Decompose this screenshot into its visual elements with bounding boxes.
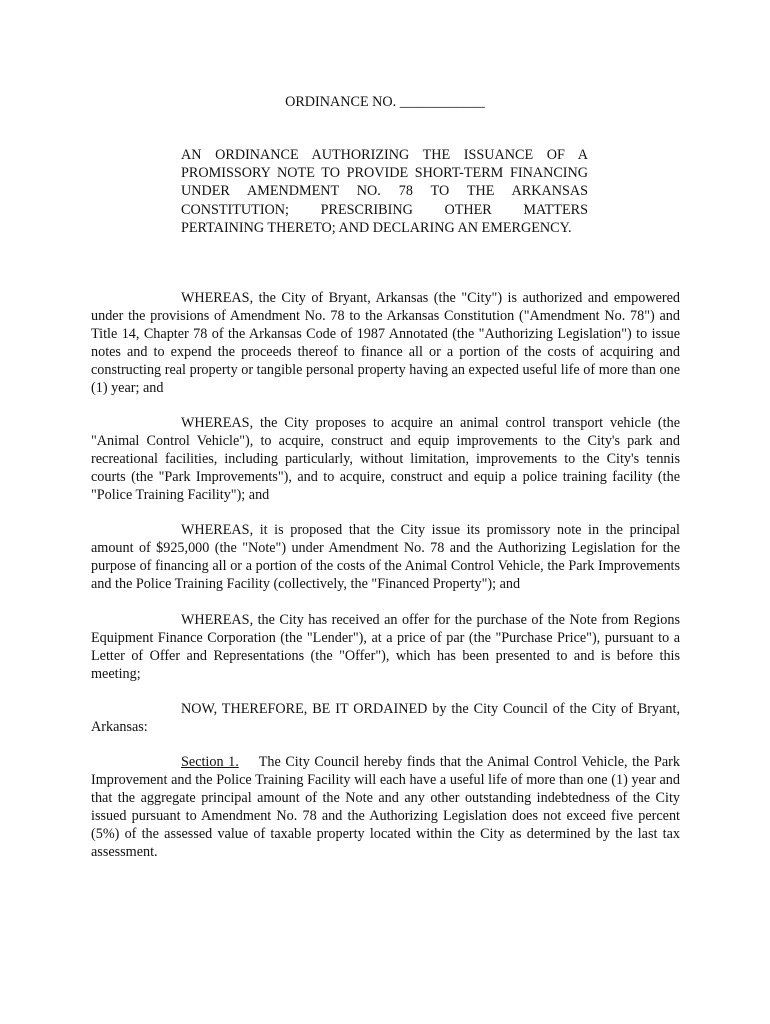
whereas-paragraph-offer: WHEREAS, the City has received an offer for the purchase of the Note from Regions Equipment Finance Corporation (the "Lender"), at a price of par (the "Purchase Price"), pursuant to a Letter of Offer and Representations (the "Offer"), which has been presented to and is before this meeting;	[91, 612, 680, 683]
section-1-paragraph	[91, 753, 680, 862]
ordinance-title: ORDINANCE NO. ____________	[285, 94, 485, 110]
ordained-paragraph: NOW, THEREFORE, BE IT ORDAINED by the City Council of the City of Bryant, Arkansas:	[91, 701, 680, 736]
section-1-label: Section 1.	[181, 754, 239, 770]
section-1-text: The City Council hereby finds that the Animal Control Vehicle, the Park Improvement and the Police Training Facility will each have a useful life of more than one (1) year and that the aggregate principal amount of the Note and any other outstanding indebtedness of the City issued pursuant to Amendment No. 78 and the Authorizing Legislation does not exceed five percent (5%) of the assessed value of taxable property located within the City as determined by the last tax assessment.	[91, 754, 680, 861]
whereas-paragraph-authority: WHEREAS, the City of Bryant, Arkansas (the "City") is authorized and empowered under the provisions of Amendment No. 78 to the Arkansas Constitution ("Amendment No. 78") and Title 14, Chapter 78 of the Arkansas Code of 1987 Annotated (the "Authorizing Legislation") to issue notes and to expend the proceeds thereof to finance all or a portion of the costs of acquiring and constructing real property or tangible personal property having an expected useful life of more than one (1) year; and	[91, 290, 680, 397]
whereas-paragraph-note: WHEREAS, it is proposed that the City issue its promissory note in the principal amount of $925,000 (the "Note") under Amendment No. 78 and the Authorizing Legislation for the purpose of financing all or a portion of the costs of the Animal Control Vehicle, the Park Improvements and the Police Training Facility (collectively, the "Financed Property"); and	[91, 522, 680, 593]
ordinance-heading: AN ORDINANCE AUTHORIZING THE ISSUANCE OF A PROMISSORY NOTE TO PROVIDE SHORT-TERM FINANCING UNDER AMENDMENT NO. 78 TO THE ARKANSAS CONSTITUTION; PRESCRIBING OTHER MATTERS PERTAINING THERETO; AND DECLARING AN EMERGENCY.	[181, 147, 588, 236]
whereas-paragraph-projects: WHEREAS, the City proposes to acquire an animal control transport vehicle (the "Animal Control Vehicle"), to acquire, construct and equip improvements to the City's park and recreational facilities, including particularly, without limitation, improvements to the City's tennis courts (the "Park Improvements"), and to acquire, construct and equip a police training facility (the "Police Training Facility"); and	[91, 415, 680, 504]
